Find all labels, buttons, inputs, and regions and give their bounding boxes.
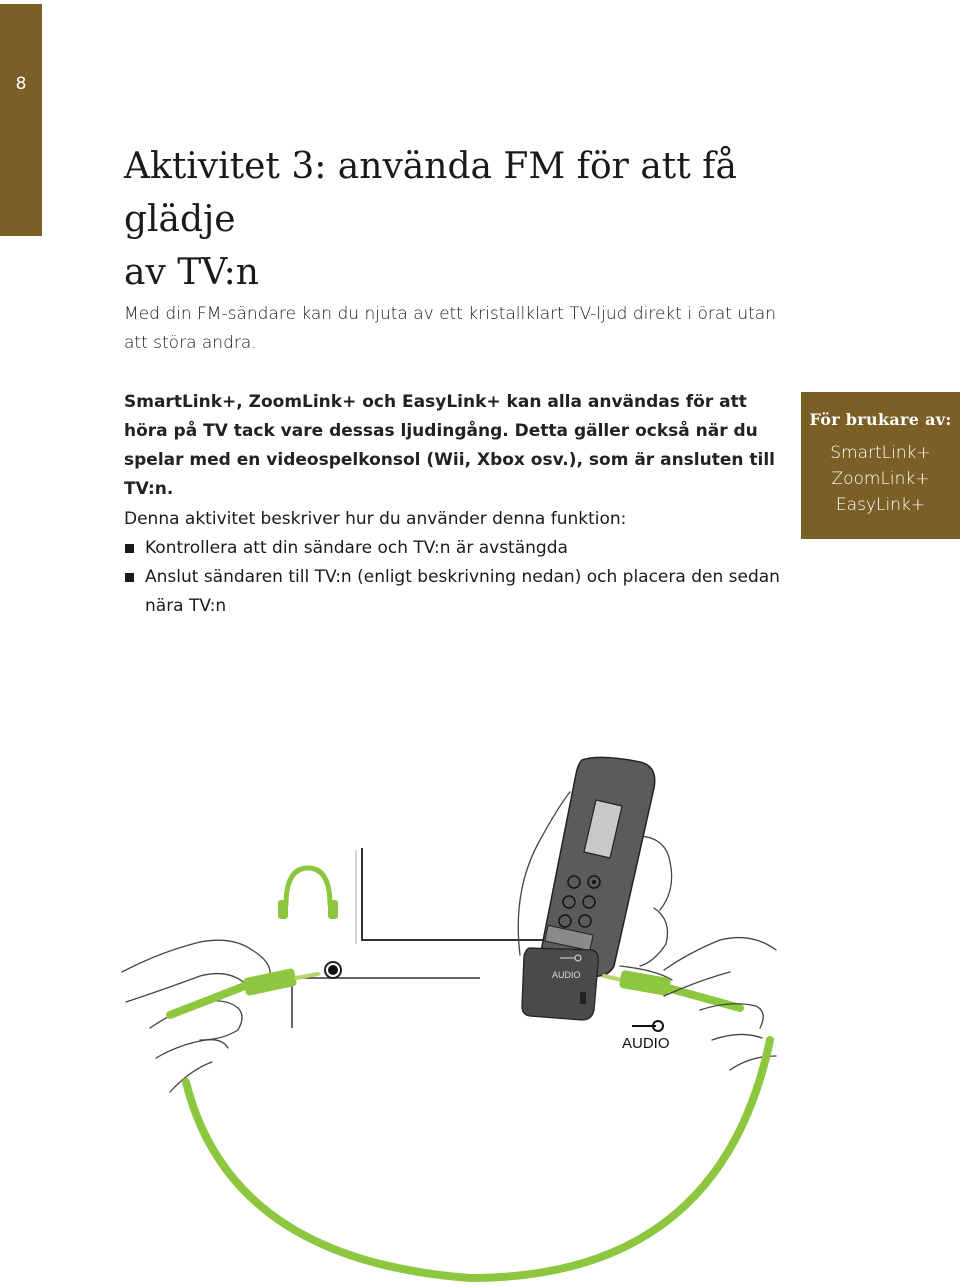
title-line-1: Aktivitet 3: använda FM för att få glädje — [124, 146, 737, 240]
tv-audio-jack-icon — [325, 962, 341, 978]
list-item — [124, 534, 784, 563]
intro-paragraph: Med din FM-sändare kan du njuta av ett kristallklart TV-ljud direkt i örat utan att störa andra. — [124, 304, 776, 353]
audio-cable — [186, 1040, 770, 1278]
sidebar-item-zoomlink: ZoomLink+ — [831, 469, 930, 489]
sidebar-heading: För brukare av: — [809, 410, 952, 429]
list-item — [124, 563, 784, 621]
left-hand-drawing — [122, 940, 270, 1092]
audio-port-text: AUDIO — [622, 1035, 670, 1052]
sidebar-item-smartlink: SmartLink+ — [830, 443, 931, 463]
list-item-text: Anslut sändaren till TV:n (enligt beskrivning nedan) och placera den sedan nära TV:n — [145, 567, 780, 616]
tv-outline — [292, 848, 550, 1028]
activity-description: Denna aktivitet beskriver hur du använder denna funktion: — [124, 509, 627, 529]
bullet-square-icon — [125, 573, 134, 582]
headphone-icon — [278, 868, 338, 919]
compatibility-paragraph: SmartLink+, ZoomLink+ och EasyLink+ kan alla användas för att höra på TV tack vare dessas ljudingång. Detta gäller också när du spelar med en videospelkonsol (Wii, Xbox osv.), som är ansluten till TV:n. — [124, 392, 776, 499]
audio-port-label — [622, 1021, 670, 1052]
page-tab — [0, 4, 42, 236]
adapter-audio-label: AUDIO — [552, 970, 581, 980]
user-sidebar-box — [801, 392, 960, 539]
fm-transmitter-device — [541, 757, 654, 976]
audio-adapter-module — [522, 948, 598, 1020]
steps-list — [124, 534, 784, 621]
sidebar-item-easylink: EasyLink+ — [835, 495, 926, 515]
page-title — [124, 140, 824, 299]
list-item-text: Kontrollera att din sändare och TV:n är avstängda — [145, 538, 568, 558]
sidebar-product-list — [801, 440, 960, 518]
connection-illustration — [0, 740, 960, 1287]
title-line-2: av TV:n — [124, 252, 259, 293]
left-audio-plug — [170, 968, 318, 1015]
bullet-square-icon — [125, 544, 134, 553]
page-number: 8 — [15, 74, 27, 94]
